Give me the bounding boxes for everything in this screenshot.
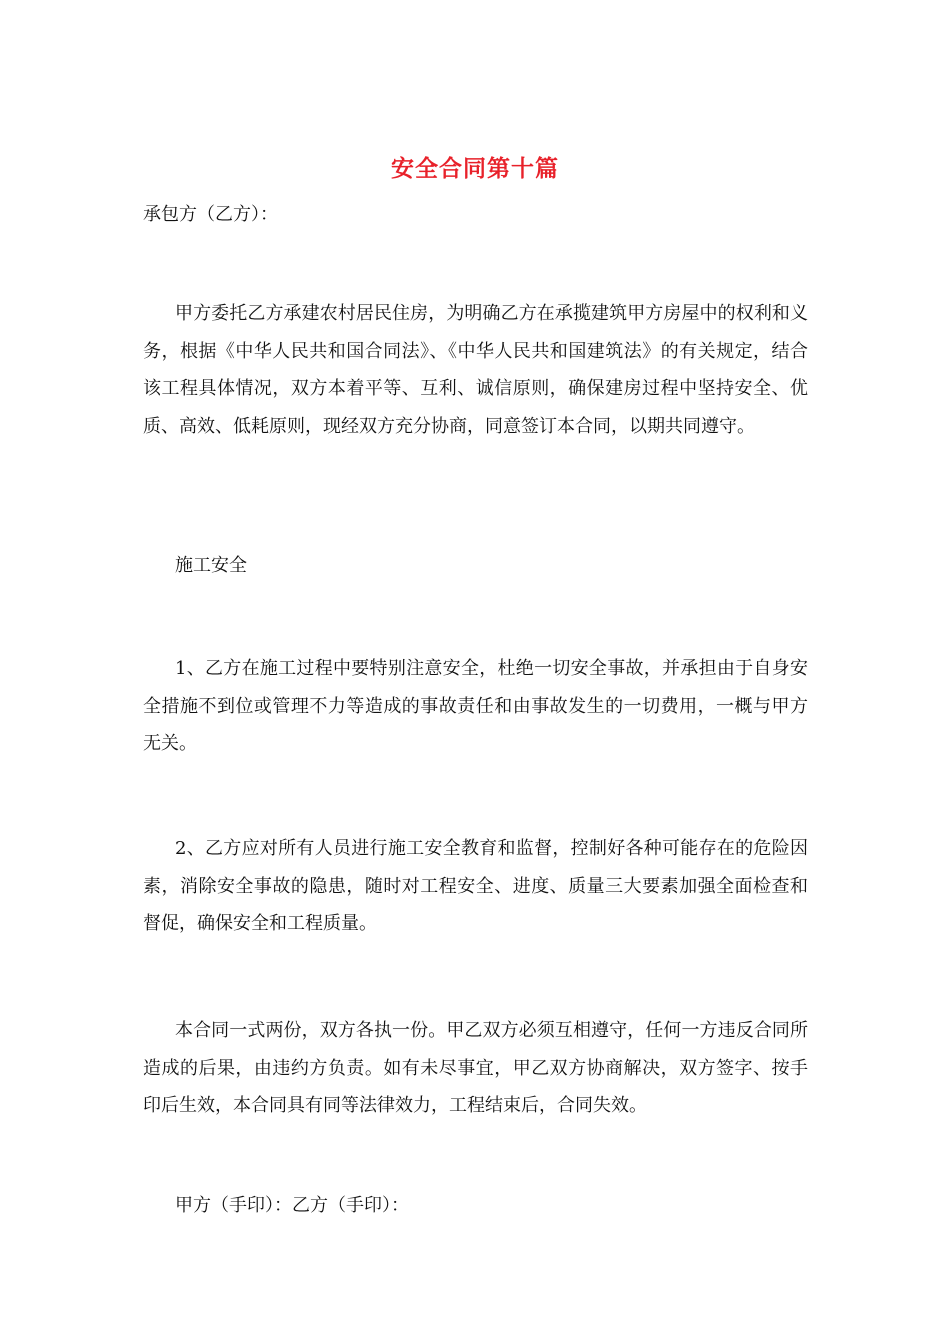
section-heading: 施工安全 — [175, 555, 247, 576]
closing-paragraph: 本合同一式两份，双方各执一份。甲乙双方必须互相遵守，任何一方违反合同所造成的后果，由违约方负责。如有未尽事宜，甲乙双方协商解决，双方签字、按手印后生效，本合同具有同等法律效力，工程结束后，合同失效。 — [143, 1020, 808, 1116]
clause-1-paragraph: 1、乙方在施工过程中要特别注意安全，杜绝一切安全事故，并承担由于自身安全措施不到位或管理不力等造成的事故责任和由事故发生的一切费用，一概与甲方无关。 — [143, 658, 808, 754]
contractor-line: 承包方（乙方）： — [143, 204, 278, 225]
signature-line: 甲方（手印）：乙方（手印）： — [175, 1195, 409, 1216]
clause-2-paragraph: 2、乙方应对所有人员进行施工安全教育和监督，控制好各种可能存在的危险因素，消除安全事故的隐患，随时对工程安全、进度、质量三大要素加强全面检查和督促，确保安全和工程质量。 — [143, 838, 808, 934]
intro-paragraph: 甲方委托乙方承建农村居民住房，为明确乙方在承揽建筑甲方房屋中的权利和义务，根据《中华人民共和国合同法》、《中华人民共和国建筑法》的有关规定，结合该工程具体情况，双方本着平等、互利、诚信原则，确保建房过程中坚持安全、优质、高效、低耗原则，现经双方充分协商，同意签订本合同，以期共同遵守。 — [143, 303, 808, 437]
document-title: 安全合同第十篇 — [391, 155, 559, 182]
